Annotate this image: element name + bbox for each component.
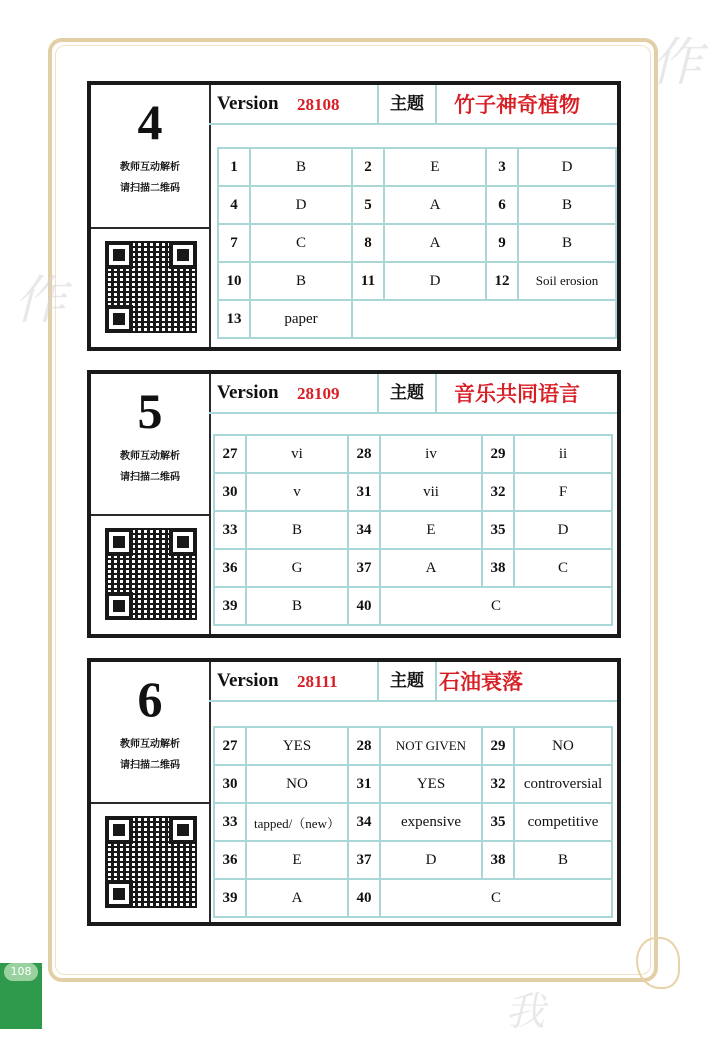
answer-cell: E	[380, 511, 482, 549]
question-number: 35	[482, 511, 514, 549]
watermark: 我	[505, 989, 545, 1035]
answer-table	[213, 726, 613, 918]
answer-cell: Soil erosion	[518, 262, 616, 300]
question-number: 2	[352, 148, 384, 186]
question-number: 38	[482, 549, 514, 587]
qr-hint-line1: 教师互动解析	[120, 451, 180, 462]
answer-cell: NO	[514, 727, 612, 765]
answer-cell: vi	[246, 435, 348, 473]
qr-hint-line2: 请扫描二维码	[120, 472, 180, 483]
qr-hint	[91, 734, 209, 776]
answer-cell: B	[518, 186, 616, 224]
section-number: 4	[137, 94, 163, 150]
answer-cell: A	[384, 186, 486, 224]
qr-code-icon[interactable]	[105, 241, 197, 333]
question-number: 38	[482, 841, 514, 879]
table-row	[214, 803, 612, 841]
qr-box	[91, 802, 209, 922]
question-number: 32	[482, 473, 514, 511]
question-number: 37	[348, 841, 380, 879]
section-number: 5	[137, 383, 163, 439]
empty-cell	[352, 300, 616, 338]
question-number: 39	[214, 879, 246, 917]
answer-table	[213, 434, 613, 626]
qr-hint	[91, 446, 209, 488]
answer-cell: D	[514, 511, 612, 549]
qr-box	[91, 514, 209, 634]
card-header	[209, 662, 617, 702]
table-row	[214, 473, 612, 511]
answer-card-5	[87, 370, 621, 638]
card-header	[209, 374, 617, 414]
answer-cell: D	[384, 262, 486, 300]
answer-cell: A	[246, 879, 348, 917]
question-number: 3	[486, 148, 518, 186]
table-row	[218, 224, 616, 262]
table-row	[218, 148, 616, 186]
question-number: 32	[482, 765, 514, 803]
question-number: 7	[218, 224, 250, 262]
question-number: 28	[348, 435, 380, 473]
table-row	[218, 300, 616, 338]
question-number: 36	[214, 841, 246, 879]
question-number: 11	[352, 262, 384, 300]
table-row	[214, 511, 612, 549]
question-number: 27	[214, 727, 246, 765]
answer-cell: A	[380, 549, 482, 587]
question-number: 40	[348, 879, 380, 917]
question-number: 31	[348, 765, 380, 803]
answer-cell: C	[250, 224, 352, 262]
topic-title: 石油衰落	[439, 670, 523, 694]
answer-cell: controversial	[514, 765, 612, 803]
qr-hint	[91, 157, 209, 199]
question-number: 8	[352, 224, 384, 262]
question-number: 30	[214, 765, 246, 803]
question-number: 28	[348, 727, 380, 765]
answer-cell: vii	[380, 473, 482, 511]
qr-hint-line2: 请扫描二维码	[120, 760, 180, 771]
question-number: 40	[348, 587, 380, 625]
answer-cell: paper	[250, 300, 352, 338]
card-header	[209, 85, 617, 125]
question-number: 35	[482, 803, 514, 841]
answer-cell: iv	[380, 435, 482, 473]
answer-cell: expensive	[380, 803, 482, 841]
qr-code-icon[interactable]	[105, 816, 197, 908]
version-label: Version	[217, 93, 279, 114]
version-label: Version	[217, 382, 279, 403]
topic-title: 音乐共同语言	[454, 382, 580, 406]
question-number: 4	[218, 186, 250, 224]
question-number: 37	[348, 549, 380, 587]
answer-cell: tapped/（new）	[246, 803, 348, 841]
answer-cell: YES	[380, 765, 482, 803]
page-number-tab	[0, 963, 42, 1029]
version-number: 28111	[297, 672, 338, 691]
qr-hint-line1: 教师互动解析	[120, 162, 180, 173]
question-number: 5	[352, 186, 384, 224]
answer-cell: D	[250, 186, 352, 224]
answer-cell: B	[250, 262, 352, 300]
question-number: 29	[482, 727, 514, 765]
question-number: 9	[486, 224, 518, 262]
question-number: 27	[214, 435, 246, 473]
page-number: 108	[4, 963, 38, 981]
section-number: 6	[137, 671, 163, 727]
table-row	[214, 727, 612, 765]
question-number: 10	[218, 262, 250, 300]
qr-hint-line2: 请扫描二维码	[120, 183, 180, 194]
watermark: 作	[14, 271, 67, 331]
answer-card-6	[87, 658, 621, 926]
answer-cell: B	[250, 148, 352, 186]
answer-cell: G	[246, 549, 348, 587]
question-number: 33	[214, 511, 246, 549]
table-row	[214, 879, 612, 917]
question-number: 6	[486, 186, 518, 224]
answer-cell: F	[514, 473, 612, 511]
question-number: 31	[348, 473, 380, 511]
answer-cell: E	[384, 148, 486, 186]
answer-cell: v	[246, 473, 348, 511]
question-number: 13	[218, 300, 250, 338]
table-row	[214, 765, 612, 803]
topic-label: 主题	[377, 374, 437, 412]
answer-cell: E	[246, 841, 348, 879]
answer-cell: YES	[246, 727, 348, 765]
answer-cell: C	[380, 879, 612, 917]
answer-cell: B	[518, 224, 616, 262]
question-number: 33	[214, 803, 246, 841]
answer-cell: NO	[246, 765, 348, 803]
question-number: 36	[214, 549, 246, 587]
version-number: 28109	[297, 384, 340, 403]
answer-cell: B	[246, 511, 348, 549]
table-row	[218, 262, 616, 300]
table-row	[214, 841, 612, 879]
answer-cell: C	[380, 587, 612, 625]
table-row	[214, 549, 612, 587]
card-side-panel	[91, 85, 211, 347]
topic-title: 竹子神奇植物	[454, 93, 580, 117]
answer-card-4	[87, 81, 621, 351]
answer-cell: B	[246, 587, 348, 625]
answer-table	[217, 147, 617, 339]
question-number: 34	[348, 803, 380, 841]
table-row	[214, 435, 612, 473]
answer-cell: B	[514, 841, 612, 879]
answer-cell: A	[384, 224, 486, 262]
watermark: 作	[650, 33, 703, 93]
question-number: 30	[214, 473, 246, 511]
topic-label: 主题	[377, 85, 437, 123]
version-number: 28108	[297, 95, 340, 114]
qr-code-icon[interactable]	[105, 528, 197, 620]
qr-box	[91, 227, 209, 347]
answer-cell: NOT GIVEN	[380, 727, 482, 765]
question-number: 1	[218, 148, 250, 186]
table-row	[218, 186, 616, 224]
question-number: 39	[214, 587, 246, 625]
answer-cell: C	[514, 549, 612, 587]
table-row	[214, 587, 612, 625]
version-label: Version	[217, 670, 279, 691]
answer-cell: competitive	[514, 803, 612, 841]
answer-cell: D	[518, 148, 616, 186]
question-number: 34	[348, 511, 380, 549]
question-number: 12	[486, 262, 518, 300]
card-side-panel	[91, 374, 211, 634]
topic-label: 主题	[377, 662, 437, 700]
answer-cell: D	[380, 841, 482, 879]
answer-cell: ii	[514, 435, 612, 473]
card-side-panel	[91, 662, 211, 922]
qr-hint-line1: 教师互动解析	[120, 739, 180, 750]
decorative-corner-icon	[636, 937, 680, 989]
question-number: 29	[482, 435, 514, 473]
